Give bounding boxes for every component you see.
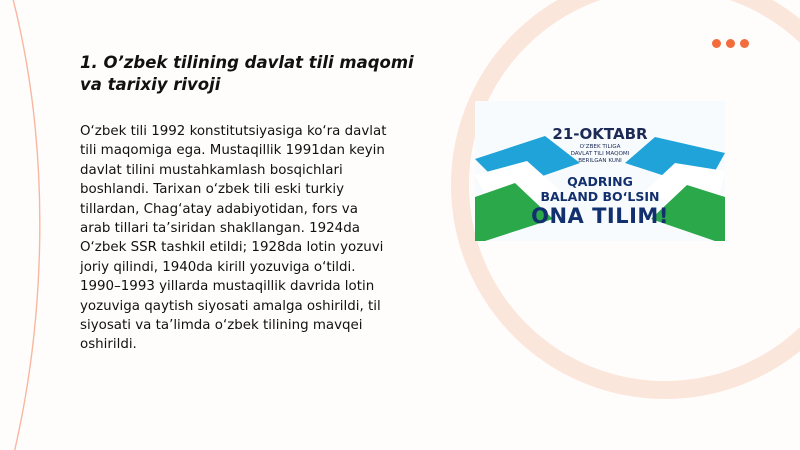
language-day-banner-image (475, 101, 725, 241)
banner-subtitle-line-1: O‘ZBEK TILIGA (579, 144, 621, 150)
banner-date: 21-OKTABR (552, 125, 648, 143)
slide-title: 1. O’zbek tilining davlat tili maqomi va tarixiy rivoji (80, 53, 414, 94)
slide-body-text: O‘zbek tili 1992 konstitutsiyasiga ko‘ra davlat tili maqomiga ega. Mustaqillik 1991dan keyin davlat tilini mustahkamlash bosqichlari boshlandi. Tarixan o‘zbek tili eski turkiy tillardan, Chag‘atay adabiyotidan, fors va arab tillari ta’siridan shakllangan. 1924da O‘zbek SSR tashkil etildi; 1928da lotin yozuvi joriy qilindi, 1940da kirill yozuviga o‘tildi. 1990–1993 yillarda mustaqillik davrida lotin yozuviga qaytish siyosati amalga oshirildi, til siyosati va ta’limda o‘zbek tilining mavqei oshirildi. (80, 124, 387, 353)
banner-subtitle-line-3: BERILGAN KUNI (578, 158, 622, 164)
banner-slogan-line-1: QADRING (567, 174, 633, 189)
banner-slogan-line-2: BALAND BO‘LSIN (540, 189, 660, 204)
dots-menu-icon (712, 39, 749, 48)
banner-subtitle-line-2: DAVLAT TILI MAQOMI (570, 151, 630, 157)
banner-slogan-line-3: ONA TILIM! (531, 204, 669, 228)
